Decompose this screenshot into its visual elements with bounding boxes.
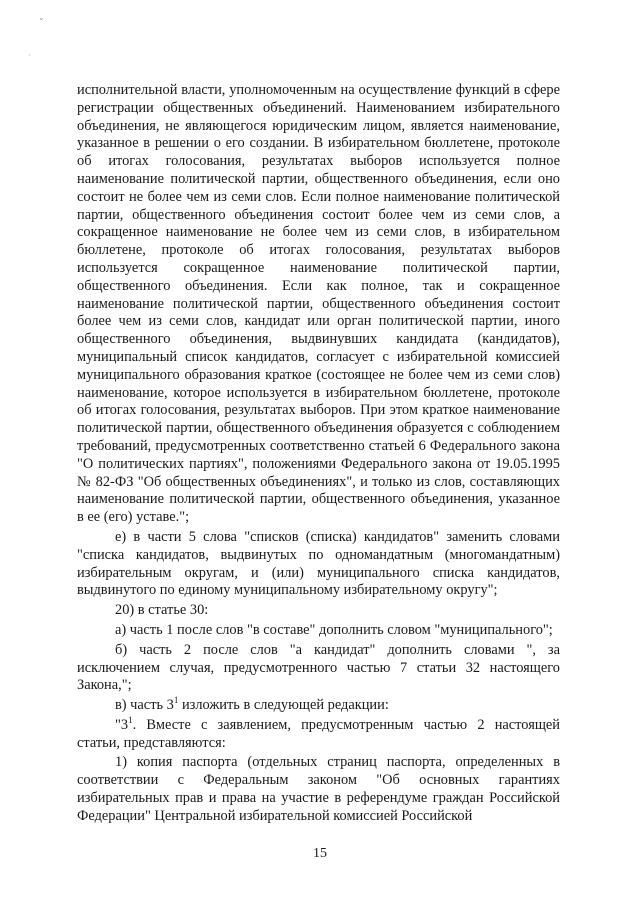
part-3-1-superscript: 1 — [128, 715, 133, 726]
item-v-text-rest: изложить в следующей редакции: — [178, 697, 389, 714]
item-v-superscript: 1 — [173, 695, 179, 706]
paragraph-item-a: а) часть 1 после слов "в составе" дополнить словом "муниципального"; — [115, 621, 553, 638]
document-body — [77, 82, 560, 826]
page-number: 15 — [313, 846, 327, 861]
paragraph-item-v — [77, 697, 560, 715]
part-3-1-text-rest: . Вместе с заявлением, предусмотренным частью 2 настоящей статьи, представляются: — [77, 716, 560, 751]
paragraph-item-e: е) в части 5 слова "списков (списка) кандидатов" заменить словами "списка кандидатов, выдвинутых по одномандатным (многомандатным) избирательным округам, и (или) муниципального списка кандидатов, выдвинутого по единому муниципальному избирательному округу"; — [77, 528, 560, 599]
paragraph-item-20: 20) в статье 30: — [115, 602, 209, 619]
paragraph-part-3-1 — [77, 717, 560, 753]
paragraph-item-b: б) часть 2 после слов "а кандидат" дополнить словами ", за исключением случая, предусмотренного частью 7 статьи 32 настоящего Закона,"; — [77, 641, 560, 694]
scan-dot: · — [28, 51, 31, 60]
item-v-text: в) часть 3 — [115, 697, 174, 714]
scan-mark: ⌄ — [38, 13, 45, 22]
paragraph-passport-copy: 1) копия паспорта (отдельных страниц паспорта, определенных в соответствии с Федеральным законом "Об основных гарантиях избирательных прав и права на участие в референдуме граждан Российской Федерации" Центральной избирательной комиссией Российской — [77, 754, 560, 824]
paragraph-name-rules: исполнительной власти, уполномоченным на осуществление функций в сфере регистрации общественных объединений. Наименованием избирательного объединения, не являющегося юридическим лицом, является наименование, указанное в решении о его создании. В избирательном бюллетене, протоколе об итогах голосования, результатах выборов используется полное наименование политической партии, общественного объединения, если оно состоит не более чем из семи слов. Если полное наименование политической партии, общественного объединения состоит более чем из семи слов, а сокращенное наименование не более чем из семи слов, в избирательном бюллетене, протоколе об итогах голосования, результатах выборов используется сокращенное наименование политической партии, общественного объединения. Если как полное, так и сокращенное наименование политической партии, общественного объединения состоит более чем из семи слов, кандидат или орган политической партии, иного общественного объединения, выдвинувших кандидата (кандидатов), муниципальный список кандидатов, согласует с избирательной комиссией муниципального образования краткое (состоящее не более чем из семи слов) наименование, которое используется в избирательном бюллетене, протоколе об итогах голосования, результатах выборов. При этом краткое наименование политической партии, общественного объединения образуется с соблюдением требований, предусмотренных соответственно статьей 6 Федерального закона "О политических партиях", положениями Федерального закона от 19.05.1995 № 82-ФЗ "Об общественных объединениях", и только из слов, составляющих наименование политической партии, общественного объединения, указанное в ее (его) уставе."; — [77, 82, 560, 526]
part-3-1-text: "3 — [115, 716, 129, 733]
